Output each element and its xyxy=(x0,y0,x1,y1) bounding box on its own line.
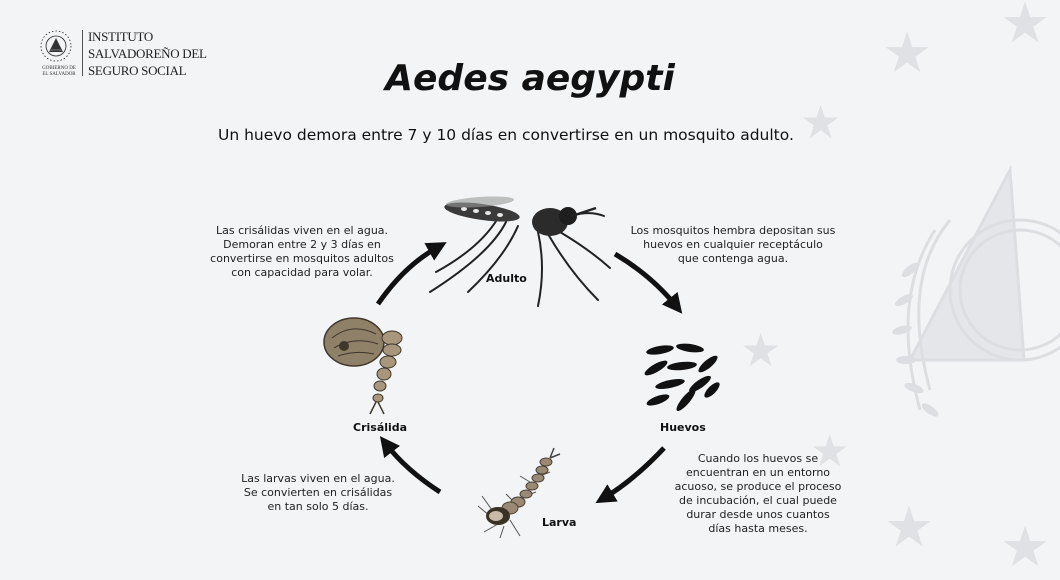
adult-mosquito-illustration xyxy=(420,188,620,316)
page-subtitle: Un huevo demora entre 7 y 10 días en convertirse en un mosquito adulto. xyxy=(218,126,794,144)
pupa-illustration xyxy=(322,312,426,416)
description-crisalida: Las crisálidas viven en el agua. Demoran entre 2 y 3 días en convertirse en mosquitos adultos con capacidad para volar. xyxy=(210,224,394,279)
star-icon: ★ xyxy=(740,323,782,377)
government-label: GOBIERNO DE EL SALVADOR xyxy=(42,66,76,77)
star-icon: ★ xyxy=(800,95,842,149)
star-icon: ★ xyxy=(810,426,850,477)
star-icon: ★ xyxy=(882,21,933,86)
eggs-illustration xyxy=(640,338,724,410)
description-huevos: Cuando los huevos se encuentran en un entorno acuoso, se produce el proceso de incubación, el cual puede durar desde unos cuantos días hasta meses. xyxy=(674,452,842,535)
stage-label-crisalida: Crisálida xyxy=(353,421,408,434)
star-icon: ★ xyxy=(1000,0,1051,56)
description-mosquitos: Los mosquitos hembra depositan sus huevos en cualquier receptáculo que contenga agua. xyxy=(630,224,836,265)
arrow-eggs-to-larva xyxy=(604,448,664,498)
star-icon: ★ xyxy=(884,495,935,560)
stage-label-huevos: Huevos xyxy=(660,421,706,434)
page-title: Aedes aegypti xyxy=(385,58,675,99)
stage-label-larva: Larva xyxy=(542,516,577,529)
star-icon: ★ xyxy=(1000,515,1051,580)
description-larvas: Las larvas viven en el agua. Se convierten en crisálidas en tan solo 5 días. xyxy=(241,472,395,513)
stage-label-adulto: Adulto xyxy=(486,272,527,285)
org-name: INSTITUTO SALVADOREÑO DEL SEGURO SOCIAL xyxy=(88,29,207,78)
